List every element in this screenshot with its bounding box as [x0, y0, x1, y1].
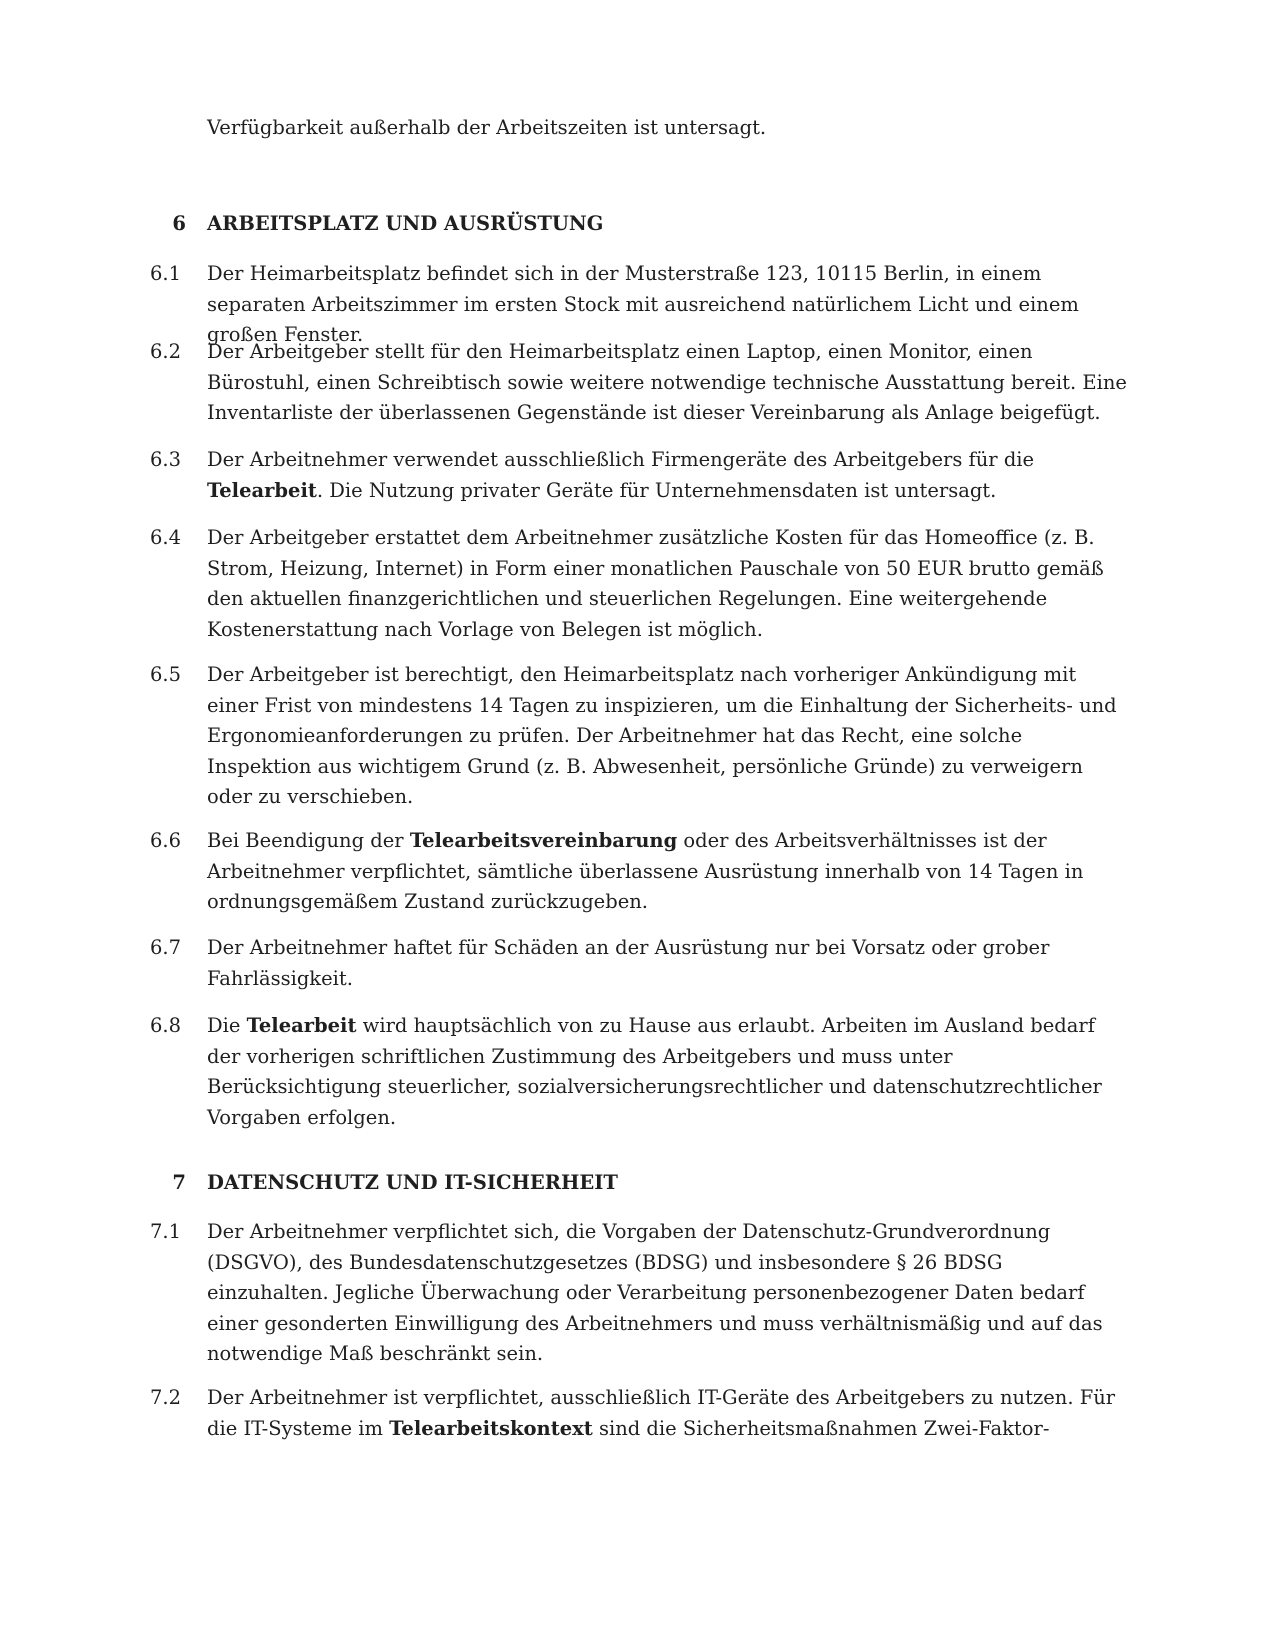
clause-text: Der Arbeitnehmer haftet für Schäden an der Ausrüstung nur bei Vorsatz oder grober Fahrlässigkeit. [207, 936, 1050, 990]
clause-number: 6.1 [150, 262, 182, 285]
section-title: DATENSCHUTZ UND IT-SICHERHEIT [207, 1171, 618, 1194]
clause-number: 6.3 [150, 448, 182, 471]
defined-term: Telearbeitskontext [389, 1416, 593, 1440]
clause-text: Der Arbeitnehmer ist verpflichtet, ausschließlich IT-Geräte des Arbeitgebers zu nutzen. Für die IT-Systeme im Telearbeitskontext sind die Sicherheitsmaßnahmen Zwei-Faktor- [207, 1386, 1116, 1440]
clause-text: Der Arbeitnehmer verpflichtet sich, die Vorgaben der Datenschutz-Grundverordnung (DSGVO), des Bundesdatenschutzgesetzes (BDSG) und insbesondere § 26 BDSG einzuhalten. Jegliche Überwachung oder Verarbeitung personenbezogener Daten bedarf einer gesonderten Einwilligung des Arbeitnehmers und muss verhältnismäßig und auf das notwendige Maß beschränkt sein. [207, 1220, 1103, 1365]
clause-number: 6.6 [150, 829, 182, 852]
clause-text: Der Heimarbeitsplatz befindet sich in der Musterstraße 123, 10115 Berlin, in einem separaten Arbeitszimmer im ersten Stock mit ausreichend natürlichem Licht und einem großen Fenster. [207, 262, 1079, 346]
defined-term: Telearbeit [246, 1014, 357, 1037]
clause-text: Der Arbeitnehmer verwendet ausschließlich Firmengeräte des Arbeitgebers für die Telearbeit. Die Nutzung privater Geräte für Unternehmensdaten ist untersagt. [207, 448, 1035, 502]
section-title: ARBEITSPLATZ UND AUSRÜSTUNG [207, 212, 604, 235]
clause-text: Der Arbeitgeber erstattet dem Arbeitnehmer zusätzliche Kosten für das Homeoffice (z. B. Strom, Heizung, Internet) in Form einer monatlichen Pauschale von 50 EUR brutto gemäß den aktuellen finanzgerichtlichen und steuerlichen Regelungen. Eine weitergehende Kostenerstattung nach Vorlage von Belegen ist möglich. [207, 526, 1104, 641]
clause-number: 7.2 [150, 1386, 182, 1409]
section-number: 7 [172, 1171, 186, 1194]
clause-text: Die Telearbeit wird hauptsächlich von zu Hause aus erlaubt. Arbeiten im Ausland bedarf der vorherigen schriftlichen Zustimmung des Arbeitgebers und muss unter Berücksichtigung steuerlicher, sozialversicherungsrechtlicher und datenschutzrechtlicher Vorgaben erfolgen. [207, 1014, 1102, 1129]
clause-number: 7.1 [150, 1220, 182, 1243]
clause-number: 6.5 [150, 663, 182, 686]
clause-number: 6.2 [150, 340, 182, 363]
clause-text: Bei Beendigung der Telearbeitsvereinbarung oder des Arbeitsverhältnisses ist der Arbeitnehmer verpflichtet, sämtliche überlassene Ausrüstung innerhalb von 14 Tagen in ordnungsgemäßem Zustand zurückzugeben. [207, 829, 1084, 913]
paragraph-fragment: Verfügbarkeit außerhalb der Arbeitszeiten ist untersagt. [207, 116, 767, 139]
clause-number: 6.4 [150, 526, 182, 549]
section-number: 6 [172, 212, 186, 235]
defined-term: Telearbeitsvereinbarung [409, 829, 678, 852]
defined-term: Telearbeit [207, 478, 317, 502]
clause-text: Der Arbeitgeber ist berechtigt, den Heimarbeitsplatz nach vorheriger Ankündigung mit einer Frist von mindestens 14 Tagen zu inspizieren, um die Einhaltung der Sicherheits- und Ergonomieanforderungen zu prüfen. Der Arbeitnehmer hat das Recht, eine solche Inspektion aus wichtigem Grund (z. B. Abwesenheit, persönliche Gründe) zu verweigern oder zu verschieben. [207, 663, 1117, 808]
clause-number: 6.8 [150, 1014, 182, 1037]
clause-text: Der Arbeitgeber stellt für den Heimarbeitsplatz einen Laptop, einen Monitor, einen Bürostuhl, einen Schreibtisch sowie weitere notwendige technische Ausstattung bereit. Eine Inventarliste der überlassenen Gegenstände ist dieser Vereinbarung als Anlage beigefügt. [207, 340, 1127, 424]
clause-number: 6.7 [150, 936, 182, 959]
